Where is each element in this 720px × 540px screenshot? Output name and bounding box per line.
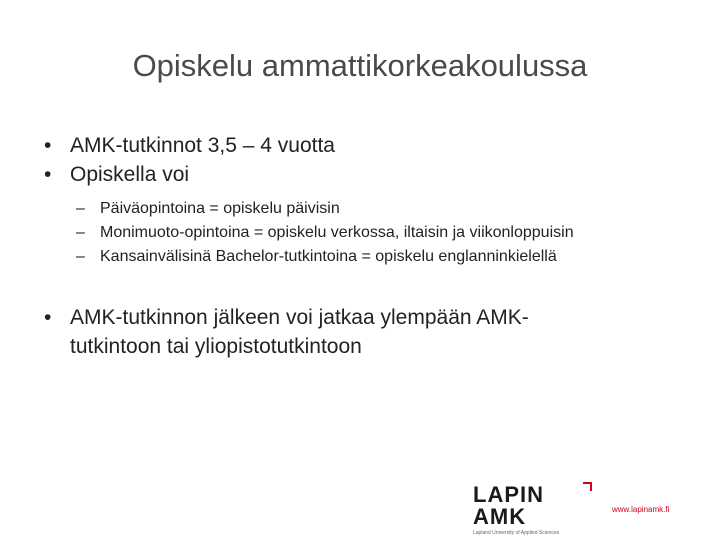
slide-title: Opiskelu ammattikorkeakoulussa bbox=[132, 48, 588, 83]
sub-bullet-text: Päiväopintoina = opiskelu päivisin bbox=[100, 200, 340, 217]
dash-icon: – bbox=[76, 200, 85, 217]
bullet-text: Opiskella voi bbox=[70, 163, 190, 186]
website-link[interactable]: www.lapinamk.fi bbox=[612, 505, 670, 514]
logo-text: LAPIN AMK bbox=[473, 482, 544, 529]
bullet-text: AMK-tutkinnot 3,5 – 4 vuotta bbox=[70, 134, 335, 157]
bullet-dot-icon: • bbox=[44, 306, 52, 329]
logo-subtitle: Lapland University of Applied Sciences bbox=[473, 530, 560, 536]
logo-bracket-icon bbox=[583, 482, 592, 491]
sub-bullet-item bbox=[44, 245, 684, 269]
bullet-item bbox=[44, 131, 684, 160]
dash-icon: – bbox=[76, 248, 85, 265]
dash-icon: – bbox=[76, 224, 85, 241]
bullet-text: AMK-tutkinnon jälkeen voi jatkaa ylempään AMK-tutkintoon tai yliopistotutkintoon bbox=[70, 306, 529, 358]
lapin-amk-logo bbox=[473, 482, 593, 536]
bullet-list bbox=[44, 131, 684, 361]
bullet-dot-icon: • bbox=[44, 134, 52, 157]
sub-bullet-item bbox=[44, 197, 684, 221]
bullet-item bbox=[44, 303, 590, 361]
sub-bullet-item bbox=[44, 221, 580, 245]
bullet-dot-icon: • bbox=[44, 163, 52, 186]
sub-bullet-text: Kansainvälisinä Bachelor-tutkintoina = opiskelu englanninkielellä bbox=[100, 248, 557, 265]
sub-bullet-text: Monimuoto-opintoina = opiskelu verkossa, iltaisin ja viikonloppuisin bbox=[100, 224, 574, 241]
bullet-item bbox=[44, 160, 684, 189]
